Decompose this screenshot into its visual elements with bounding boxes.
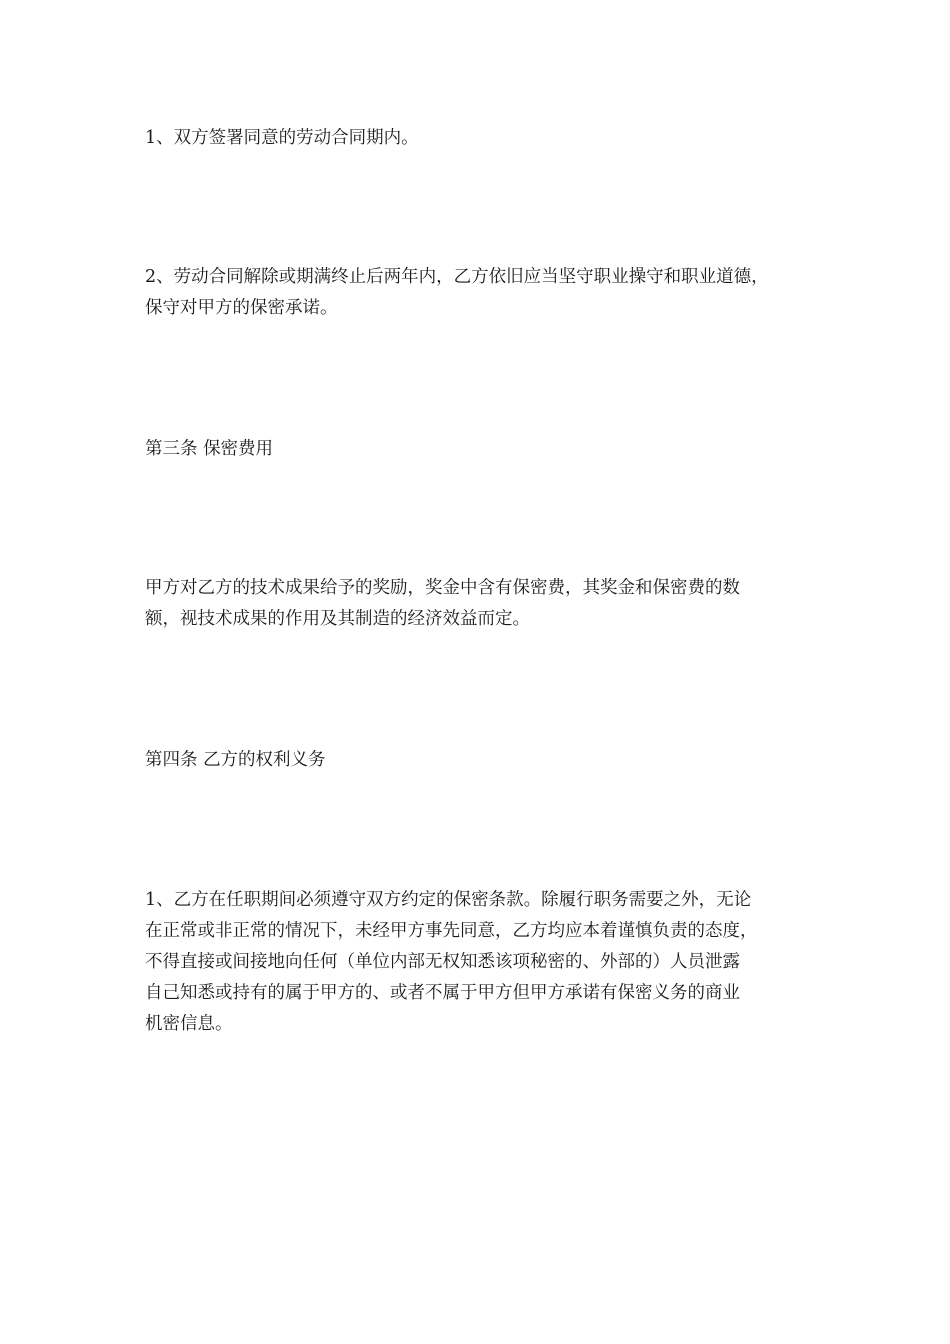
text-line: 保守对甲方的保密承诺。: [145, 298, 338, 318]
text-line: 1、乙方在任职期间必须遵守双方约定的保密条款。除履行职务需要之外，无论: [145, 890, 752, 910]
paragraph-rights-obligations-1: [145, 885, 825, 1040]
text-line: 2、劳动合同解除或期满终止后两年内，乙方依旧应当坚守职业操守和职业道德，: [145, 267, 769, 287]
text-line: 甲方对乙方的技术成果给予的奖励，奖金中含有保密费，其奖金和保密费的数: [145, 578, 740, 598]
text-line: 额，视技术成果的作用及其制造的经济效益而定。: [145, 609, 530, 629]
section-heading-rights-obligations: [145, 745, 825, 776]
text-line: 1、双方签署同意的劳动合同期内。: [145, 128, 419, 148]
paragraph-term-period-1: [145, 123, 825, 154]
text-line: 不得直接或间接地向任何（单位内部无权知悉该项秘密的、外部的）人员泄露: [145, 952, 740, 972]
heading-text: 第四条 乙方的权利义务: [145, 750, 326, 770]
paragraph-confidentiality-fee: [145, 573, 825, 635]
heading-text: 第三条 保密费用: [145, 439, 274, 459]
text-line: 机密信息。: [145, 1014, 233, 1034]
section-heading-confidentiality-fee: [145, 434, 825, 465]
text-line: 在正常或非正常的情况下，未经甲方事先同意，乙方均应本着谨慎负责的态度，: [145, 921, 758, 941]
text-line: 自己知悉或持有的属于甲方的、或者不属于甲方但甲方承诺有保密义务的商业: [145, 983, 740, 1003]
paragraph-term-period-2: [145, 262, 825, 324]
